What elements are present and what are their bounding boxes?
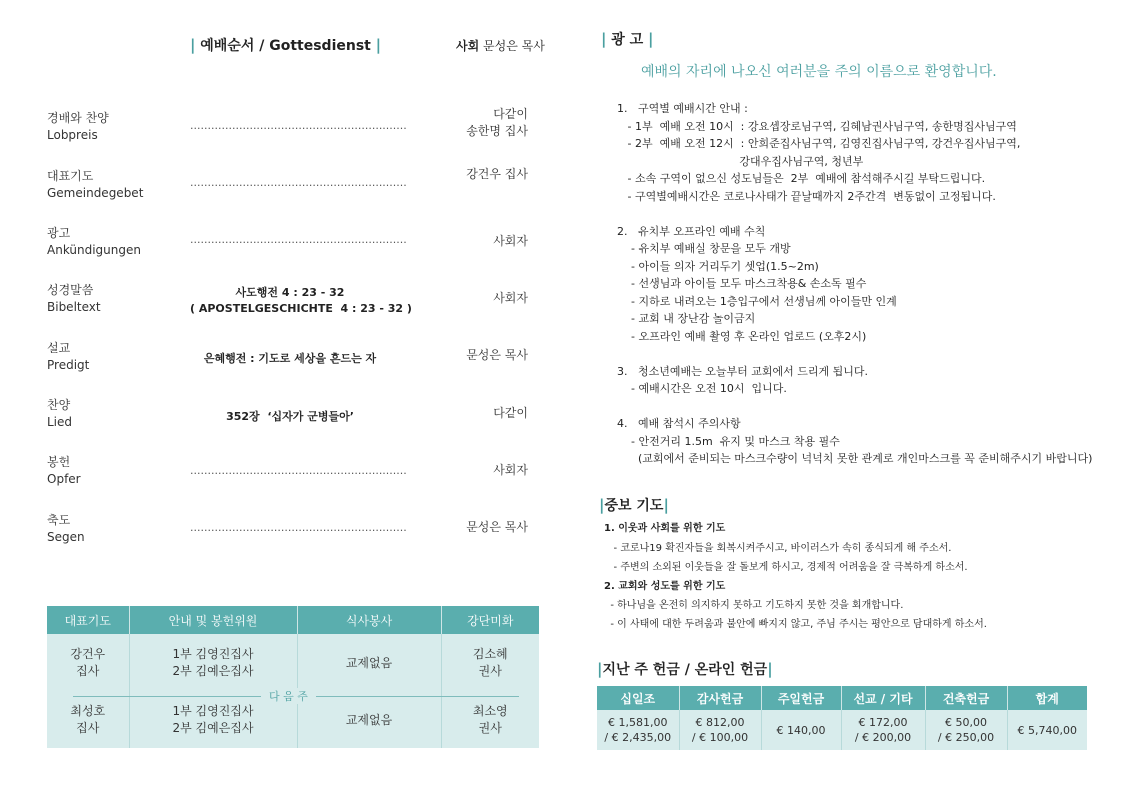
offering-cell: € 812,00 / € 100,00	[679, 710, 761, 750]
item-label-german: Segen	[47, 530, 85, 544]
offering-cell: € 172,00 / € 200,00	[841, 710, 925, 750]
item-person: 다같이 송한명 집사	[466, 107, 528, 138]
dot-leader: ..............................................................	[190, 521, 407, 534]
item-person: 문성은 목사	[466, 520, 528, 534]
item-label-german: Ankündigungen	[47, 243, 141, 257]
duty-cell: 최성호 집사	[47, 692, 129, 748]
duty-cell: 1부 김영진집사 2부 김예은집사	[129, 634, 297, 692]
duty-cell: 강건우 집사	[47, 634, 129, 692]
offering-title-text: 지난 주 헌금 / 온라인 헌금	[602, 662, 768, 678]
offering-cell: € 1,581,00 / € 2,435,00	[597, 710, 679, 750]
item-label	[47, 340, 89, 374]
duty-header-cell: 대표기도	[47, 606, 129, 634]
dot-leader: ..............................................................	[190, 176, 407, 189]
prayer-1-items: - 코로나19 확진자들을 회복시켜주시고, 바이러스가 속히 종식되게 해 주소서. - 주변의 소외된 이웃들을 잘 돌보게 하시고, 경제적 어려움을 잘 극복하게 하소서.	[613, 543, 968, 573]
item-label	[47, 282, 101, 316]
item-person: 사회자	[493, 234, 528, 248]
title-bar-left: |	[190, 36, 196, 54]
offering-table-wrap	[597, 686, 1087, 750]
offering-title	[597, 659, 773, 679]
duty-cell: 최소영 권사	[441, 692, 539, 748]
item-label	[47, 168, 143, 202]
prayer-1-title: 1. 이웃과 사회를 위한 기도	[604, 523, 726, 534]
item-person: 다같이	[493, 406, 528, 420]
item-label	[47, 225, 141, 259]
item-person: 사회자	[493, 463, 528, 477]
item-label-german: Lied	[47, 415, 73, 429]
duty-table-header	[47, 606, 539, 634]
duty-cell: 1부 김영진집사 2부 김예은집사	[129, 692, 297, 748]
host-info	[456, 37, 545, 54]
offering-header-cell: 주일헌금	[761, 686, 841, 710]
item-label-korean: 설교	[47, 341, 71, 355]
title-bar-left: |	[599, 496, 605, 514]
prayer-2-title: 2. 교회와 성도를 위한 기도	[604, 581, 726, 592]
next-week-label: 다 음 주	[261, 688, 316, 704]
service-order-title	[190, 35, 381, 55]
prayer-2-items: - 하나님을 온전히 의지하지 못하고 기도하지 못한 것을 회개합니다. - 이 사태에 대한 두려움과 불안에 빠지지 않고, 주님 주시는 평안으로 담대하게 하소서.	[610, 600, 987, 630]
duty-header-cell: 강단미화	[441, 606, 539, 634]
item-label-korean: 봉헌	[47, 455, 71, 469]
item-label	[47, 397, 72, 431]
offering-header-cell: 선교 / 기타	[841, 686, 925, 710]
offering-header-cell: 십일조	[597, 686, 679, 710]
item-label-korean: 성경말씀	[47, 283, 94, 297]
item-detail: 352장 ‘십자가 군병들아’	[226, 410, 354, 423]
offering-table-header	[597, 686, 1087, 710]
duty-cell: 교제없음	[297, 692, 441, 748]
offering-header-cell: 감사헌금	[679, 686, 761, 710]
title-bar-right: |	[647, 30, 654, 48]
duty-header-cell: 안내 및 봉헌위원	[129, 606, 297, 634]
item-label-german: Bibeltext	[47, 300, 101, 314]
item-label-korean: 찬양	[47, 398, 71, 412]
duty-cell: 김소혜 권사	[441, 634, 539, 692]
duty-table	[47, 606, 539, 748]
title-bar-right: |	[767, 660, 773, 678]
item-detail: 은혜행전 : 기도로 세상을 흔드는 자	[203, 352, 377, 365]
item-label-german: Predigt	[47, 358, 90, 372]
offering-cell: € 140,00	[761, 710, 841, 750]
item-label-korean: 대표기도	[47, 169, 94, 183]
item-label-german: Gemeindegebet	[47, 186, 144, 200]
next-week-divider	[73, 690, 519, 702]
item-label-german: Opfer	[47, 472, 81, 486]
item-label-korean: 경배와 찬양	[47, 111, 109, 125]
offering-table	[597, 686, 1087, 750]
dot-leader: ..............................................................	[190, 119, 407, 132]
dot-leader: ..............................................................	[190, 464, 407, 477]
item-detail: 사도행전 4 : 23 - 32 ( APOSTELGESCHICHTE 4 : 23 - 32 )	[190, 286, 412, 315]
item-person: 문성은 목사	[466, 348, 528, 362]
duty-table-wrap	[47, 606, 539, 748]
duty-row-this-week	[47, 634, 539, 692]
offering-values-row	[597, 710, 1087, 750]
welcome-message: 예배의 자리에 나오신 여러분을 주의 이름으로 환영합니다.	[641, 64, 997, 80]
item-label-korean: 광고	[47, 226, 71, 240]
title-bar-right: |	[663, 496, 669, 514]
item-label	[47, 512, 85, 546]
item-label	[47, 454, 81, 488]
offering-header-cell: 건축헌금	[925, 686, 1007, 710]
title-bar-left: |	[597, 660, 603, 678]
host-label: 사회	[456, 39, 480, 53]
prayer-title-text: 중보 기도	[604, 498, 664, 514]
item-label-german: Lobpreis	[47, 128, 98, 142]
service-order-title-text: 예배순서 / Gottesdienst	[200, 38, 371, 54]
announcements-title-text: 광 고	[611, 32, 644, 48]
title-bar-right: |	[375, 36, 382, 54]
item-person: 강건우 집사	[466, 167, 528, 181]
offering-header-cell: 합계	[1007, 686, 1087, 710]
title-bar-left: |	[601, 30, 607, 48]
offering-cell: € 50,00 / € 250,00	[925, 710, 1007, 750]
offering-cell: € 5,740,00	[1007, 710, 1087, 750]
item-label	[47, 110, 109, 144]
host-name: 문성은 목사	[483, 39, 545, 53]
duty-header-cell: 식사봉사	[297, 606, 441, 634]
announcements-body: 1. 구역별 예배시간 안내 : - 1부 예배 오전 10시 : 강요셉장로님구역, 김혜남권사님구역, 송한명집사님구역 - 2부 예배 오전 12시 : 안희준집사님구역, 김영진집사님구역, 강건우집사님구역, 강대우집사님구역, 청년부 - 소속 구역이 없으신 성도님들은 2부 예배에 참석해주시길 부탁드립니다. - 구역별예배시간은 코로나사태가 끝날때까지 2주간격 변동없이 고정됩니다. 2. 유치부 오프라인 예배 수칙 - 유치부 예배실 창문을 모두 개방 - 아이들 의자 거리두기 셋업(1.5~2m) - 선생님과 아이들 모두 마스크착용& 손소독 필수 - 지하로 내려오는 1층입구에서 선생님께 아이들만 인계 - 교회 내 장난감 놀이금지 - 오프라인 예배 촬영 후 온라인 업로드 (오후2시) 3. 청소년예배는 오늘부터 교회에서 드리게 됩니다. - 예배시간은 오전 10시 입니다. 4. 예배 참석시 주의사항 - 안전거리 1.5m 유지 및 마스크 착용 필수 (교회에서 준비되는 마스크수량이 넉넉치 못한 관계로 개인마스크를 꼭 준비해주시기 바랍니다)	[617, 102, 1093, 465]
announcements-title	[601, 29, 653, 49]
prayer-title	[599, 495, 669, 515]
item-label-korean: 축도	[47, 513, 71, 527]
item-person: 사회자	[493, 291, 528, 305]
dot-leader: ..............................................................	[190, 233, 407, 246]
duty-cell: 교제없음	[297, 634, 441, 692]
